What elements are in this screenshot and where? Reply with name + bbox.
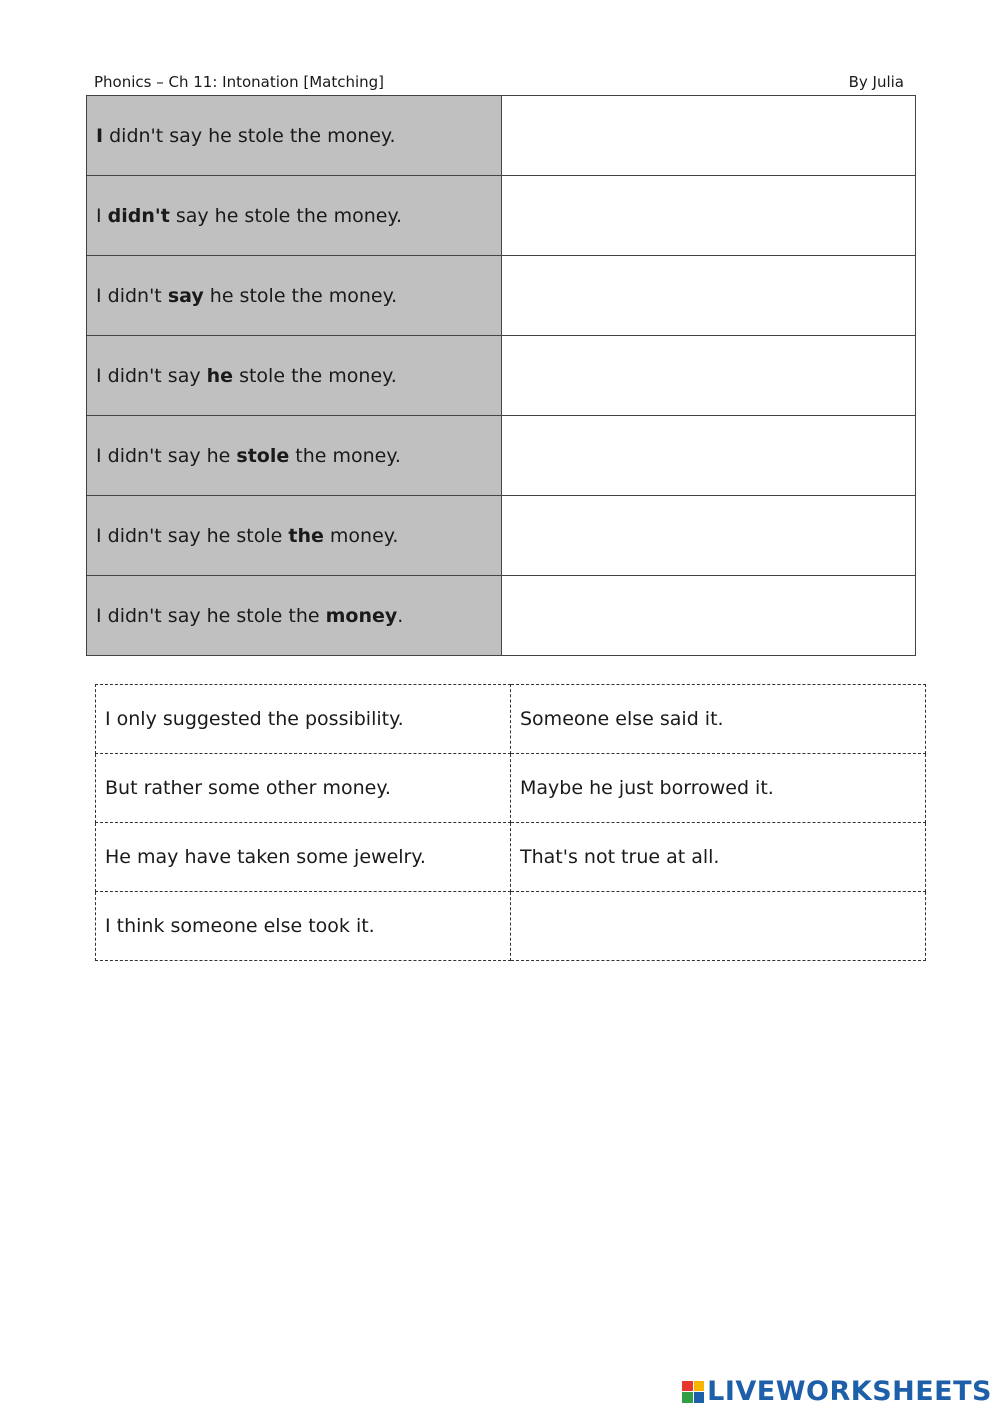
option-row — [96, 685, 926, 754]
answer-drop-zone[interactable] — [502, 576, 916, 656]
option-row — [96, 754, 926, 823]
draggable-option[interactable]: Someone else said it. — [511, 685, 926, 754]
answer-drop-zone[interactable] — [502, 256, 916, 336]
matching-sentence-table — [86, 95, 916, 656]
sentence-row — [87, 416, 916, 496]
stressed-word: the — [288, 524, 324, 547]
draggable-option[interactable]: I only suggested the possibility. — [96, 685, 511, 754]
draggable-option[interactable]: Maybe he just borrowed it. — [511, 754, 926, 823]
liveworksheets-logo-icon — [682, 1381, 704, 1403]
answer-drop-zone[interactable] — [502, 96, 916, 176]
draggable-option — [511, 892, 926, 961]
stressed-word: he — [206, 364, 234, 387]
sentence-row — [87, 176, 916, 256]
sentence-row — [87, 96, 916, 176]
sentence-cell — [87, 416, 502, 496]
sentence-text: say he stole the money. — [169, 204, 403, 227]
answer-drop-zone[interactable] — [502, 176, 916, 256]
draggable-option[interactable]: I think someone else took it. — [96, 892, 511, 961]
sentence-cell — [87, 496, 502, 576]
draggable-option[interactable]: But rather some other money. — [96, 754, 511, 823]
stressed-word: money — [325, 604, 398, 627]
sentence-cell — [87, 256, 502, 336]
sentence-cell — [87, 336, 502, 416]
answer-options-table — [95, 684, 926, 961]
sentence-text: money. — [323, 524, 399, 547]
answer-drop-zone[interactable] — [502, 496, 916, 576]
sentence-cell — [87, 576, 502, 656]
stressed-word: didn't — [107, 204, 170, 227]
answer-drop-zone[interactable] — [502, 416, 916, 496]
sentence-text: I — [96, 204, 108, 227]
liveworksheets-logo — [682, 1376, 992, 1407]
sentence-text: he stole the money. — [203, 284, 398, 307]
sentence-row — [87, 576, 916, 656]
option-row — [96, 823, 926, 892]
sentence-text: I didn't say he — [96, 444, 237, 467]
sentence-cell — [87, 176, 502, 256]
stressed-word: say — [167, 284, 204, 307]
sentence-text: I didn't say he stole the — [96, 604, 326, 627]
sentence-text: I didn't — [96, 284, 168, 307]
liveworksheets-logo-text: LIVEWORKSHEETS — [707, 1376, 992, 1407]
draggable-option[interactable]: That's not true at all. — [511, 823, 926, 892]
answer-drop-zone[interactable] — [502, 336, 916, 416]
sentence-text: the money. — [289, 444, 401, 467]
sentence-text: stole the money. — [233, 364, 397, 387]
sentence-row — [87, 336, 916, 416]
sentence-text: . — [397, 604, 404, 627]
sentence-cell — [87, 96, 502, 176]
page-header — [94, 73, 904, 91]
sentence-text: I didn't say — [96, 364, 207, 387]
stressed-word: stole — [236, 444, 290, 467]
worksheet-title: Phonics – Ch 11: Intonation [Matching] — [94, 73, 385, 91]
sentence-row — [87, 496, 916, 576]
sentence-row — [87, 256, 916, 336]
sentence-text: didn't say he stole the money. — [103, 124, 396, 147]
draggable-option[interactable]: He may have taken some jewelry. — [96, 823, 511, 892]
worksheet-author: By Julia — [848, 73, 904, 91]
stressed-word: I — [96, 124, 104, 147]
option-row — [96, 892, 926, 961]
sentence-text: I didn't say he stole — [96, 524, 289, 547]
